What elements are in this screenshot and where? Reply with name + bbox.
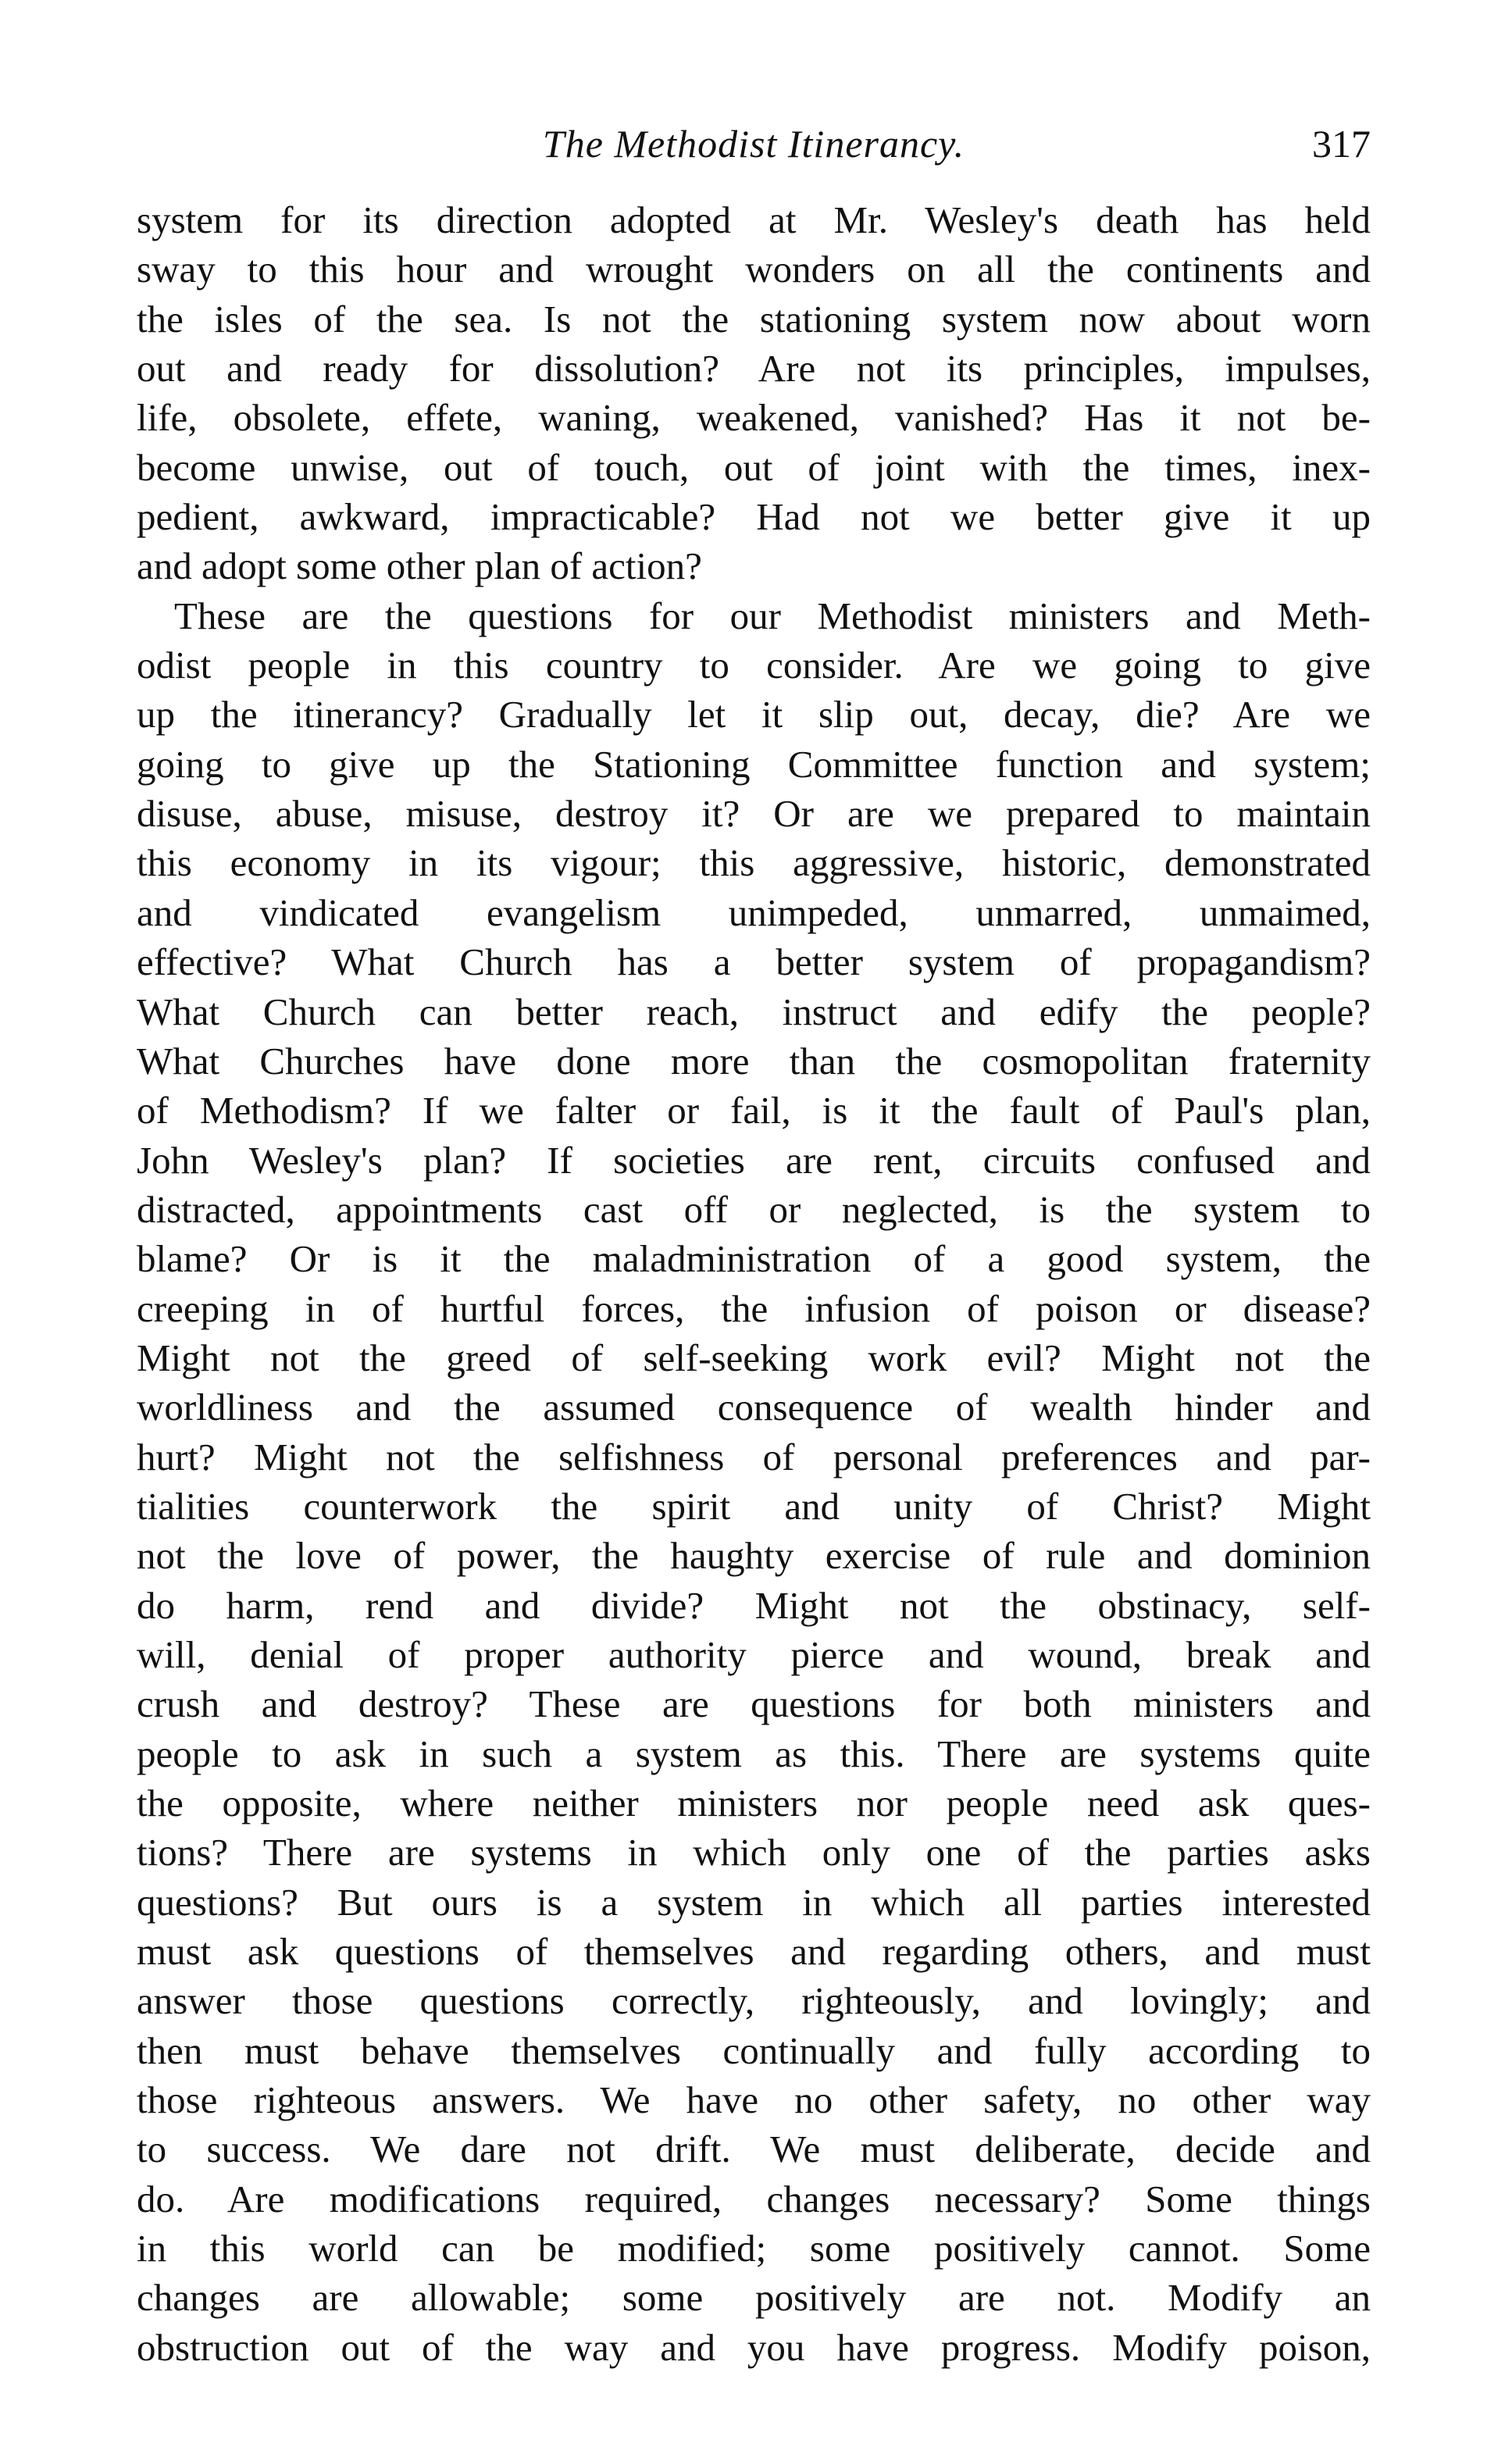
text-line: of Methodism? If we falter or fail, is it the fault of Paul's plan, — [137, 1089, 1371, 1132]
text-line: do harm, rend and divide? Might not the obstinacy, self- — [137, 1583, 1371, 1627]
body-text — [137, 195, 1371, 2372]
text-line: answer those questions correctly, righteously, and lovingly; and — [137, 1979, 1371, 2023]
text-line: effective? What Church has a better system of propagandism? — [137, 940, 1371, 984]
text-line: and adopt some other plan of action? — [137, 544, 702, 588]
text-line: changes are allowable; some positively are not. Modify an — [137, 2276, 1371, 2320]
text-line: going to give up the Stationing Committee function and system; — [137, 742, 1371, 786]
text-line: sway to this hour and wrought wonders on all the continents and — [137, 248, 1371, 291]
text-line: do. Are modifications required, changes necessary? Some things — [137, 2177, 1371, 2220]
running-head — [137, 116, 1371, 172]
text-line: obstruction out of the way and you have progress. Modify poison, — [137, 2325, 1371, 2369]
text-line: this economy in its vigour; this aggressive, historic, demonstrated — [137, 841, 1371, 885]
text-line: out and ready for dissolution? Are not its principles, impulses, — [137, 347, 1371, 391]
text-line: the opposite, where neither ministers nor people need ask ques- — [137, 1782, 1371, 1824]
text-line: not the love of power, the haughty exercise of rule and dominion — [137, 1534, 1371, 1578]
text-line: become unwise, out of touch, out of joint with the times, inex- — [137, 445, 1371, 489]
text-line: tialities counterwork the spirit and unity of Christ? Might — [137, 1484, 1371, 1528]
text-line: distracted, appointments cast off or neglected, is the system to — [137, 1187, 1371, 1231]
text-line: those righteous answers. We have no other safety, no other way — [137, 2078, 1371, 2122]
text-line: crush and destroy? These are questions for both ministers and — [137, 1682, 1371, 1726]
text-line: creeping in of hurtful forces, the infusion of poison or disease? — [137, 1286, 1371, 1330]
text-line: the isles of the sea. Is not the stationing system now about worn — [137, 297, 1371, 341]
text-line: John Wesley's plan? If societies are rent, circuits confused and — [137, 1138, 1371, 1182]
text-line: odist people in this country to consider. Are we going to give — [137, 644, 1371, 687]
text-line: disuse, abuse, misuse, destroy it? Or are we prepared to maintain — [137, 792, 1371, 836]
text-line: and vindicated evangelism unimpeded, unmarred, unmaimed, — [137, 890, 1371, 934]
text-line: people to ask in such a system as this. There are systems quite — [137, 1732, 1371, 1775]
text-line: will, denial of proper authority pierce and wound, break and — [137, 1632, 1371, 1676]
text-line: hurt? Might not the selfishness of personal preferences and par- — [137, 1435, 1371, 1478]
text-line: up the itinerancy? Gradually let it slip out, decay, die? Are we — [137, 693, 1371, 737]
text-line: Might not the greed of self-seeking work evil? Might not the — [137, 1336, 1371, 1379]
text-line: in this world can be modified; some positively cannot. Some — [137, 2227, 1371, 2270]
text-line: then must behave themselves continually and fully according to — [137, 2028, 1371, 2072]
text-line: must ask questions of themselves and regarding others, and must — [137, 1930, 1371, 1974]
page-number: 317 — [1312, 122, 1371, 166]
text-line: life, obsolete, effete, waning, weakened, vanished? Has it not be- — [137, 396, 1371, 440]
text-line: system for its direction adopted at Mr. Wesley's death has held — [137, 198, 1371, 241]
text-line: questions? But ours is a system in which all parties interested — [137, 1880, 1371, 1924]
text-line: What Church can better reach, instruct and edify the people? — [137, 990, 1371, 1033]
text-line: blame? Or is it the maladministration of a good system, the — [137, 1237, 1371, 1281]
running-title: The Methodist Itinerancy. — [542, 122, 965, 166]
text-line: to success. We dare not drift. We must deliberate, decide and — [137, 2128, 1371, 2171]
text-line: What Churches have done more than the cosmopolitan fraternity — [137, 1039, 1371, 1083]
text-line: worldliness and the assumed consequence of wealth hinder and — [137, 1386, 1371, 1429]
text-line: These are the questions for our Methodist ministers and Meth- — [174, 594, 1371, 637]
text-line: tions? There are systems in which only one of the parties asks — [137, 1831, 1371, 1874]
text-line: pedient, awkward, impracticable? Had not we better give it up — [137, 495, 1371, 539]
